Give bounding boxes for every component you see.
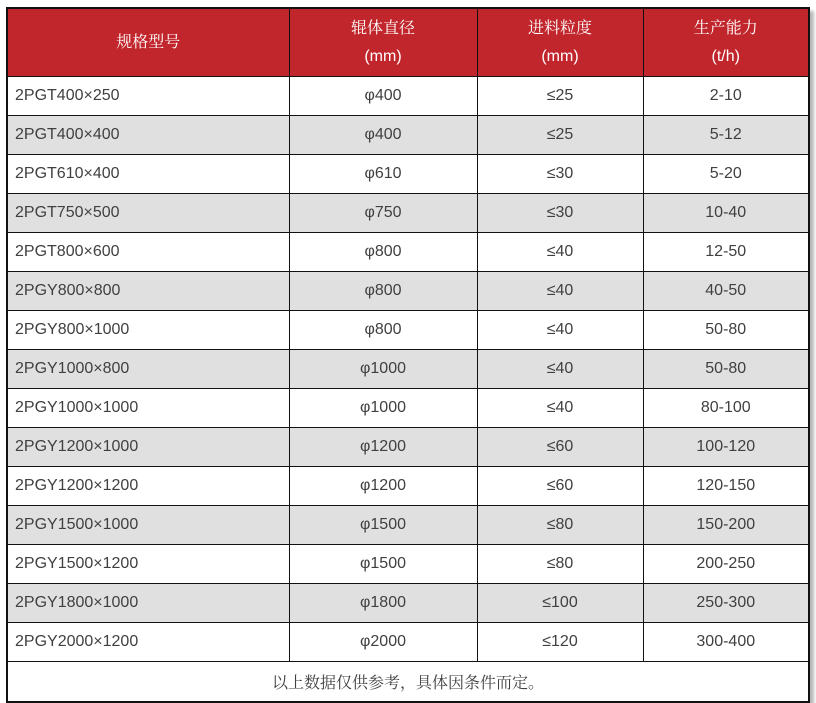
- cell-capacity: 12-50: [643, 233, 809, 272]
- cell-roller-diameter: φ400: [289, 77, 477, 116]
- table-row: [7, 311, 809, 350]
- table-row: [7, 155, 809, 194]
- cell-roller-diameter: φ800: [289, 311, 477, 350]
- cell-model: 2PGY1200×1000: [7, 428, 289, 467]
- cell-roller-diameter: φ800: [289, 233, 477, 272]
- col-header-roller-diameter-label: 辊体直径: [350, 20, 415, 38]
- cell-capacity: 200-250: [643, 545, 809, 584]
- cell-model: 2PGY1500×1000: [7, 506, 289, 545]
- table-row: [7, 389, 809, 428]
- cell-feed-size: ≤80: [477, 545, 643, 584]
- cell-model: 2PGY2000×1200: [7, 623, 289, 662]
- cell-capacity: 250-300: [643, 584, 809, 623]
- cell-feed-size: ≤40: [477, 272, 643, 311]
- col-header-roller-diameter: [289, 8, 477, 77]
- cell-roller-diameter: φ800: [289, 272, 477, 311]
- cell-feed-size: ≤40: [477, 350, 643, 389]
- cell-capacity: 50-80: [643, 311, 809, 350]
- cell-model: 2PGY800×1000: [7, 311, 289, 350]
- cell-roller-diameter: φ1200: [289, 428, 477, 467]
- col-header-feed-size: [477, 8, 643, 77]
- table-row: [7, 428, 809, 467]
- cell-capacity: 150-200: [643, 506, 809, 545]
- cell-model: 2PGT400×250: [7, 77, 289, 116]
- col-header-feed-size-unit: (mm): [541, 47, 579, 65]
- cell-model: 2PGY1800×1000: [7, 584, 289, 623]
- table-row: [7, 272, 809, 311]
- col-header-model-label: 规格型号: [116, 33, 181, 51]
- cell-roller-diameter: φ1200: [289, 467, 477, 506]
- table-header: [7, 8, 809, 77]
- table-row: [7, 116, 809, 155]
- cell-roller-diameter: φ1800: [289, 584, 477, 623]
- cell-roller-diameter: φ1500: [289, 506, 477, 545]
- cell-capacity: 40-50: [643, 272, 809, 311]
- table-row: [7, 467, 809, 506]
- cell-capacity: 50-80: [643, 350, 809, 389]
- table-row: [7, 77, 809, 116]
- cell-capacity: 300-400: [643, 623, 809, 662]
- col-header-roller-diameter-unit: (mm): [364, 47, 402, 65]
- col-header-capacity: [643, 8, 809, 77]
- cell-roller-diameter: φ1000: [289, 350, 477, 389]
- table-row: [7, 506, 809, 545]
- cell-capacity: 10-40: [643, 194, 809, 233]
- table-body: [7, 77, 809, 662]
- cell-feed-size: ≤60: [477, 428, 643, 467]
- cell-model: 2PGT400×400: [7, 116, 289, 155]
- table-row: [7, 623, 809, 662]
- cell-feed-size: ≤40: [477, 389, 643, 428]
- cell-roller-diameter: φ1500: [289, 545, 477, 584]
- cell-capacity: 2-10: [643, 77, 809, 116]
- cell-feed-size: ≤25: [477, 116, 643, 155]
- cell-feed-size: ≤100: [477, 584, 643, 623]
- col-header-model: [7, 8, 289, 77]
- cell-model: 2PGT750×500: [7, 194, 289, 233]
- cell-feed-size: ≤120: [477, 623, 643, 662]
- cell-roller-diameter: φ750: [289, 194, 477, 233]
- cell-roller-diameter: φ400: [289, 116, 477, 155]
- table-row: [7, 194, 809, 233]
- cell-model: 2PGY1500×1200: [7, 545, 289, 584]
- table-row: [7, 545, 809, 584]
- table-footer: [7, 662, 809, 703]
- cell-model: 2PGY1000×1000: [7, 389, 289, 428]
- cell-capacity: 5-12: [643, 116, 809, 155]
- cell-capacity: 5-20: [643, 155, 809, 194]
- cell-model: 2PGY1200×1200: [7, 467, 289, 506]
- spec-table: [6, 7, 810, 703]
- cell-capacity: 120-150: [643, 467, 809, 506]
- table-row: [7, 584, 809, 623]
- cell-roller-diameter: φ610: [289, 155, 477, 194]
- cell-feed-size: ≤40: [477, 233, 643, 272]
- cell-model: 2PGY1000×800: [7, 350, 289, 389]
- col-header-feed-size-label: 进料粒度: [527, 20, 592, 38]
- table-row: [7, 350, 809, 389]
- cell-feed-size: ≤30: [477, 194, 643, 233]
- footer-note: 以上数据仅供参考，具体因条件而定。: [7, 662, 809, 703]
- col-header-capacity-unit: (t/h): [711, 47, 740, 65]
- col-header-capacity-label: 生产能力: [693, 20, 758, 38]
- cell-capacity: 80-100: [643, 389, 809, 428]
- cell-feed-size: ≤60: [477, 467, 643, 506]
- cell-roller-diameter: φ1000: [289, 389, 477, 428]
- header-row: [7, 8, 809, 77]
- cell-capacity: 100-120: [643, 428, 809, 467]
- cell-feed-size: ≤30: [477, 155, 643, 194]
- cell-model: 2PGY800×800: [7, 272, 289, 311]
- footer-row: [7, 662, 809, 703]
- cell-feed-size: ≤25: [477, 77, 643, 116]
- cell-feed-size: ≤40: [477, 311, 643, 350]
- cell-model: 2PGT800×600: [7, 233, 289, 272]
- cell-model: 2PGT610×400: [7, 155, 289, 194]
- cell-roller-diameter: φ2000: [289, 623, 477, 662]
- table-row: [7, 233, 809, 272]
- cell-feed-size: ≤80: [477, 506, 643, 545]
